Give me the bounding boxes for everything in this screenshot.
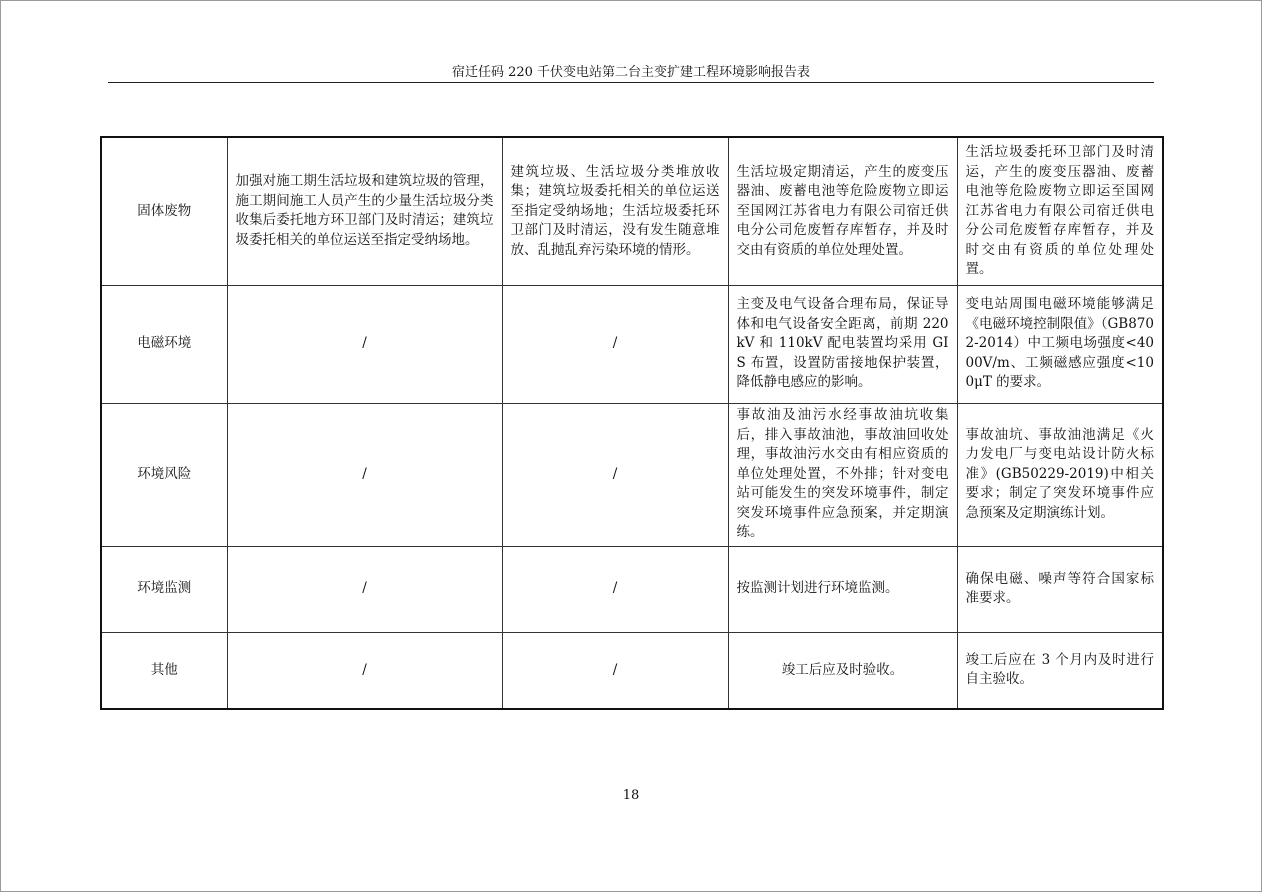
table-cell: / (502, 632, 728, 709)
table-cell: / (227, 632, 502, 709)
table-cell: 加强对施工期生活垃圾和建筑垃圾的管理，施工期间施工人员产生的少量生活垃圾分类收集后委托地方环卫部门及时清运；建筑垃圾委托相关的单位运送至指定受纳场地。 (227, 137, 502, 285)
table-cell: 生活垃圾委托环卫部门及时清运，产生的废变压器油、废蓄电池等危险废物立即运至国网江苏省电力有限公司宿迁供电分公司危废暂存库暂存，并及时交由有资质的单位处理处置。 (957, 137, 1163, 285)
table-cell: / (502, 546, 728, 632)
table-cell: 按监测计划进行环境监测。 (728, 546, 957, 632)
table-cell: 确保电磁、噪声等符合国家标准要求。 (957, 546, 1163, 632)
table-cell: 变电站周围电磁环境能够满足《电磁环境控制限值》（GB8702-2014）中工频电场强度<4000V/m、工频磁感应强度<100μT 的要求。 (957, 285, 1163, 403)
header-rule (108, 82, 1154, 83)
page-number: 18 (622, 788, 640, 803)
table-cell: / (227, 546, 502, 632)
table-cell: 竣工后应及时验收。 (728, 632, 957, 709)
table-row-other (101, 632, 1163, 709)
table-cell: / (227, 403, 502, 546)
category-cell: 固体废物 (101, 137, 227, 285)
table-cell: / (502, 403, 728, 546)
category-cell: 环境监测 (101, 546, 227, 632)
report-header-title: 宿迁任码 220 千伏变电站第二台主变扩建工程环境影响报告表 (451, 65, 811, 80)
table-row-environmental-risk (101, 403, 1163, 546)
table-cell: / (502, 285, 728, 403)
table-cell: 竣工后应在 3 个月内及时进行自主验收。 (957, 632, 1163, 709)
table-row-electromagnetic (101, 285, 1163, 403)
category-cell: 其他 (101, 632, 227, 709)
category-cell: 电磁环境 (101, 285, 227, 403)
table-cell: / (227, 285, 502, 403)
environmental-measures-table (100, 136, 1164, 710)
table-cell: 事故油坑、事故油池满足《火力发电厂与变电站设计防火标准》(GB50229-2019)中相关要求；制定了突发环境事件应急预案及定期演练计划。 (957, 403, 1163, 546)
table-cell: 主变及电气设备合理布局，保证导体和电气设备安全距离，前期 220kV 和 110kV 配电装置均采用 GIS 布置，设置防雷接地保护装置，降低静电感应的影响。 (728, 285, 957, 403)
table-cell: 建筑垃圾、生活垃圾分类堆放收集；建筑垃圾委托相关的单位运送至指定受纳场地；生活垃圾委托环卫部门及时清运，没有发生随意堆放、乱抛乱弃污染环境的情形。 (502, 137, 728, 285)
table-cell: 生活垃圾定期清运，产生的废变压器油、废蓄电池等危险废物立即运至国网江苏省电力有限公司宿迁供电分公司危废暂存库暂存，并及时交由有资质的单位处理处置。 (728, 137, 957, 285)
table-row-environmental-monitoring (101, 546, 1163, 632)
table-cell: 事故油及油污水经事故油坑收集后，排入事故油池，事故油回收处理，事故油污水交由有相应资质的单位处理处置，不外排；针对变电站可能发生的突发环境事件，制定突发环境事件应急预案，并定期演练。 (728, 403, 957, 546)
table-row-solid-waste (101, 137, 1163, 285)
category-cell: 环境风险 (101, 403, 227, 546)
